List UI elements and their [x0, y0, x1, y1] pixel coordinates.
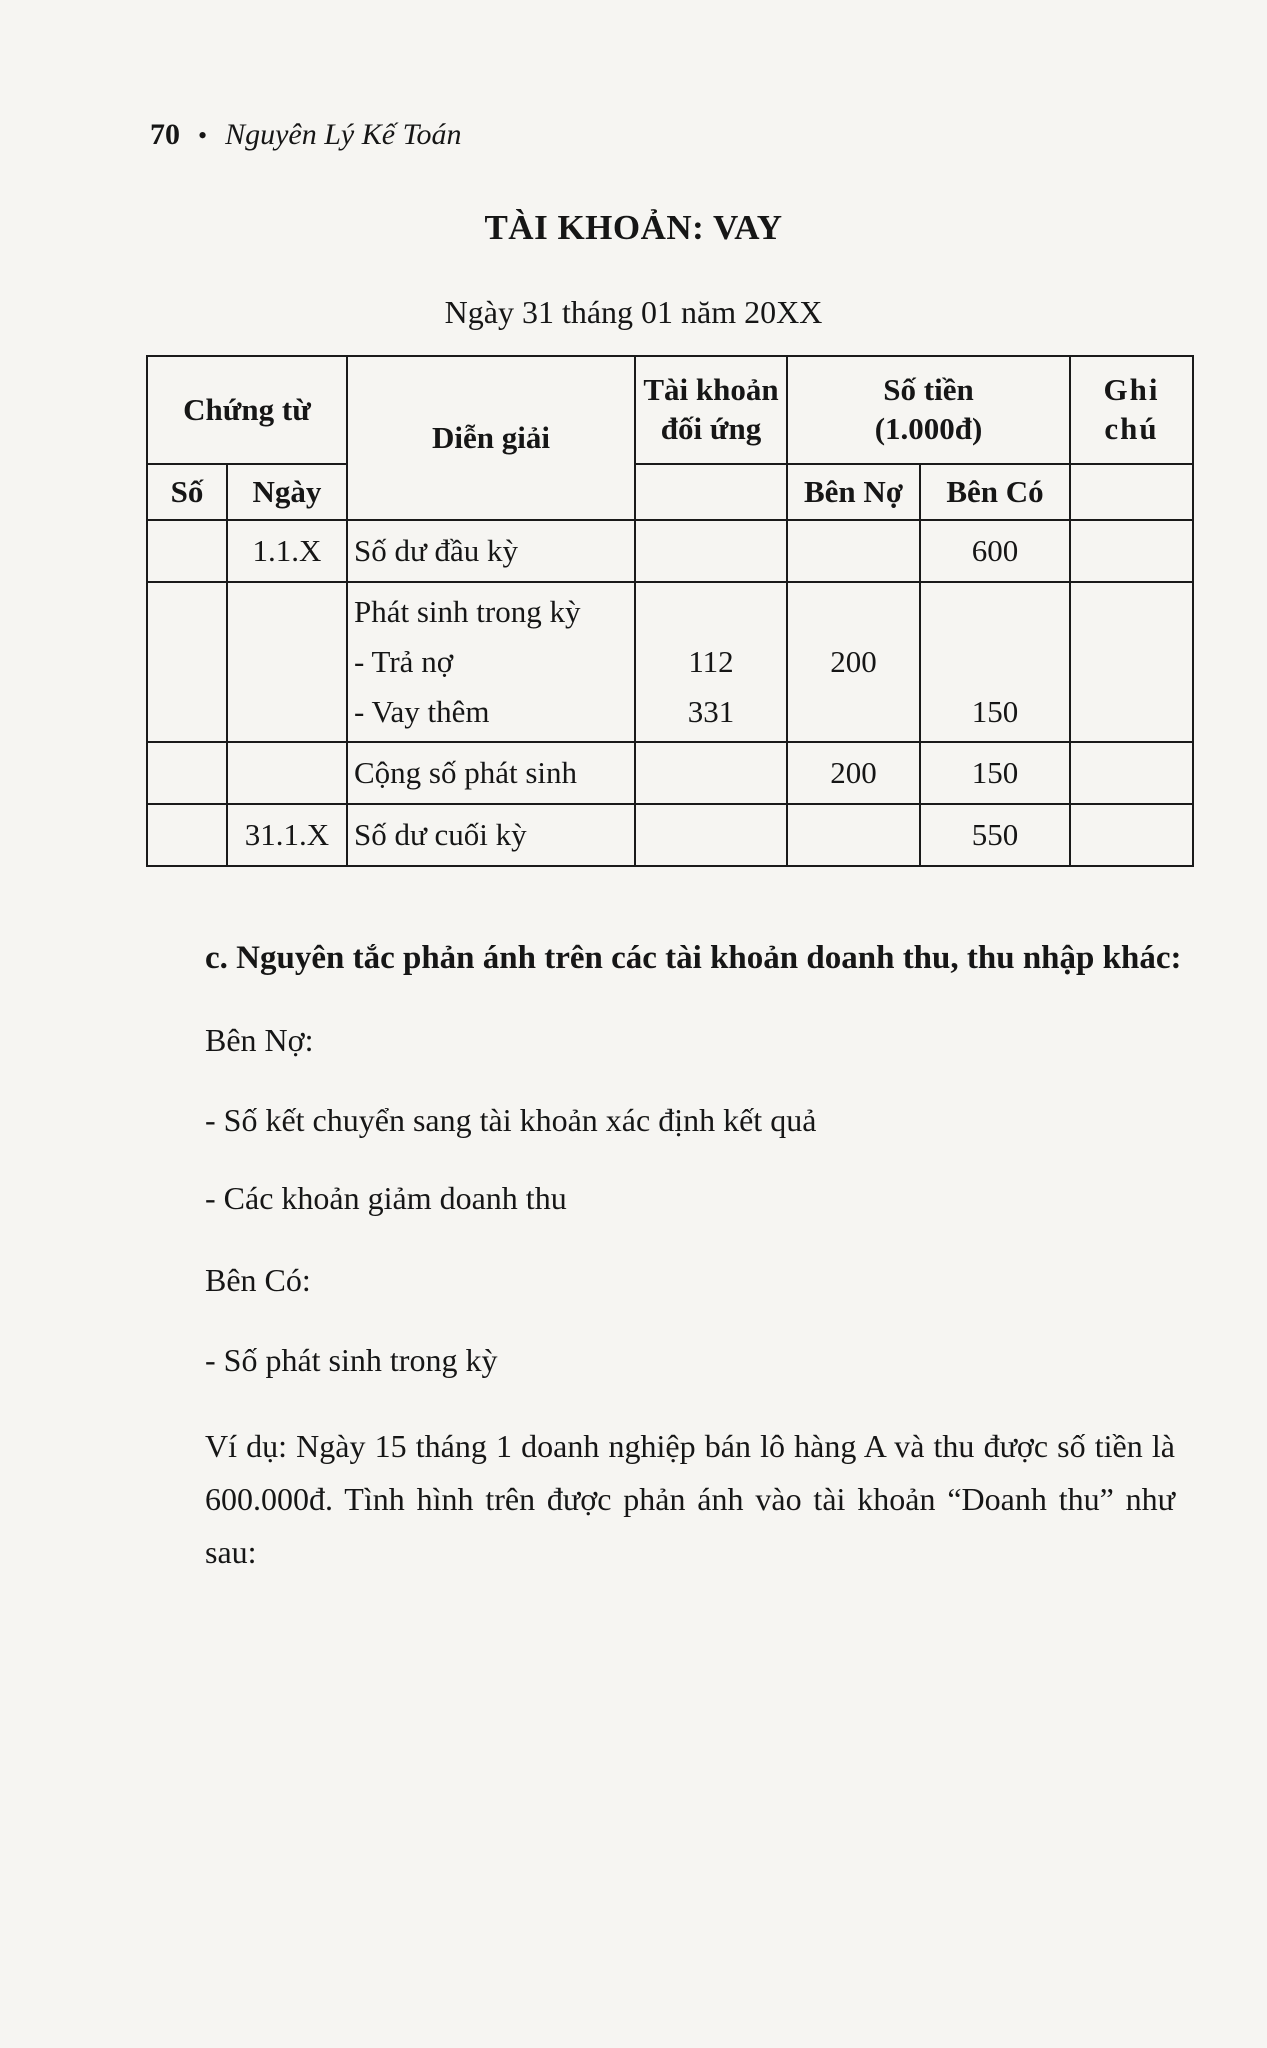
cell-co: 550 — [920, 804, 1070, 866]
ben-co-item: - Số phát sinh trong kỳ — [205, 1342, 498, 1378]
cell-dien-giai — [347, 582, 635, 742]
ledger-table — [146, 355, 1194, 867]
cell-ghi-chu — [1070, 742, 1193, 804]
table-row — [147, 742, 1193, 804]
table-row — [147, 804, 1193, 866]
cell-no: 200 — [787, 742, 920, 804]
tk-line: 331 — [687, 694, 735, 729]
cell-tk — [635, 520, 787, 582]
cell-dien-giai: Số dư cuối kỳ — [347, 804, 635, 866]
ben-no-item: - Số kết chuyển sang tài khoản xác định kết quả — [205, 1102, 817, 1138]
header-tk-line1: Tài khoản — [643, 372, 779, 408]
cell-tk — [635, 804, 787, 866]
cell-no — [787, 520, 920, 582]
header-ben-co: Bên Có — [920, 464, 1070, 520]
header-tk-doi-ung — [635, 356, 787, 464]
cell-dien-giai: Cộng số phát sinh — [347, 742, 635, 804]
ben-no-item: - Các khoản giảm doanh thu — [205, 1180, 567, 1216]
cell-co — [920, 582, 1070, 742]
header-so-tien-line1: Số tiền — [883, 372, 974, 408]
cell-ghi-chu — [1070, 582, 1193, 742]
cell-no-value: 200 — [830, 644, 877, 679]
cell-no — [787, 582, 920, 742]
header-row-1 — [147, 356, 1193, 464]
ben-no-label: Bên Nợ: — [205, 1022, 314, 1058]
date-line: Ngày 31 tháng 01 năm 20XX — [444, 294, 823, 330]
cell-ghi-chu — [1070, 520, 1193, 582]
cell-ngay: 31.1.X — [227, 804, 347, 866]
cell-co: 600 — [920, 520, 1070, 582]
tk-line: 112 — [688, 644, 734, 679]
book-title: Nguyên Lý Kế Toán — [225, 118, 462, 151]
cell-co: 150 — [920, 742, 1070, 804]
cell-tk — [635, 582, 787, 742]
header-tk-empty — [635, 464, 787, 520]
header-so-tien-line2: (1.000đ) — [874, 411, 983, 446]
cell-so — [147, 804, 227, 866]
ben-co-label: Bên Có: — [205, 1262, 311, 1298]
header-tk-line2: đối ứng — [660, 411, 762, 446]
cell-co-value: 150 — [971, 694, 1019, 729]
header-ghi-chu-line2: chú — [1104, 411, 1159, 446]
header-ngay: Ngày — [227, 464, 347, 520]
header-ben-no: Bên Nợ — [787, 464, 920, 520]
header-chung-tu: Chứng từ — [147, 356, 347, 464]
cell-so — [147, 582, 227, 742]
page-number: 70 — [150, 118, 180, 151]
running-header — [150, 118, 462, 152]
header-so: Số — [147, 464, 227, 520]
section-heading: c. Nguyên tắc phản ánh trên các tài khoản doanh thu, thu nhập khác: — [205, 940, 1182, 976]
cell-ghi-chu — [1070, 804, 1193, 866]
cell-ngay — [227, 742, 347, 804]
dien-giai-line: - Vay thêm — [354, 694, 490, 729]
cell-so — [147, 520, 227, 582]
table-row — [147, 582, 1193, 742]
account-title: TÀI KHOẢN: VAY — [484, 208, 783, 247]
table-row — [147, 520, 1193, 582]
cell-no — [787, 804, 920, 866]
cell-ngay — [227, 582, 347, 742]
dien-giai-line: Phát sinh trong kỳ — [354, 594, 581, 629]
header-ghi-chu-empty — [1070, 464, 1193, 520]
dien-giai-line: - Trả nợ — [354, 644, 454, 679]
header-ghi-chu — [1070, 356, 1193, 464]
cell-dien-giai: Số dư đầu kỳ — [347, 520, 635, 582]
cell-so — [147, 742, 227, 804]
header-row-2 — [147, 464, 1193, 520]
header-ghi-chu-line1: Ghi — [1103, 372, 1160, 408]
cell-ngay: 1.1.X — [227, 520, 347, 582]
cell-tk — [635, 742, 787, 804]
header-so-tien — [787, 356, 1070, 464]
header-bullet: • — [198, 121, 208, 150]
header-dien-giai: Diễn giải — [347, 356, 635, 520]
example-paragraph: Ví dụ: Ngày 15 tháng 1 doanh nghiệp bán lô hàng A và thu được số tiền là 600.000đ. Tình hình trên được phản ánh vào tài khoản “Doanh thu” như sau: — [205, 1428, 1175, 1570]
